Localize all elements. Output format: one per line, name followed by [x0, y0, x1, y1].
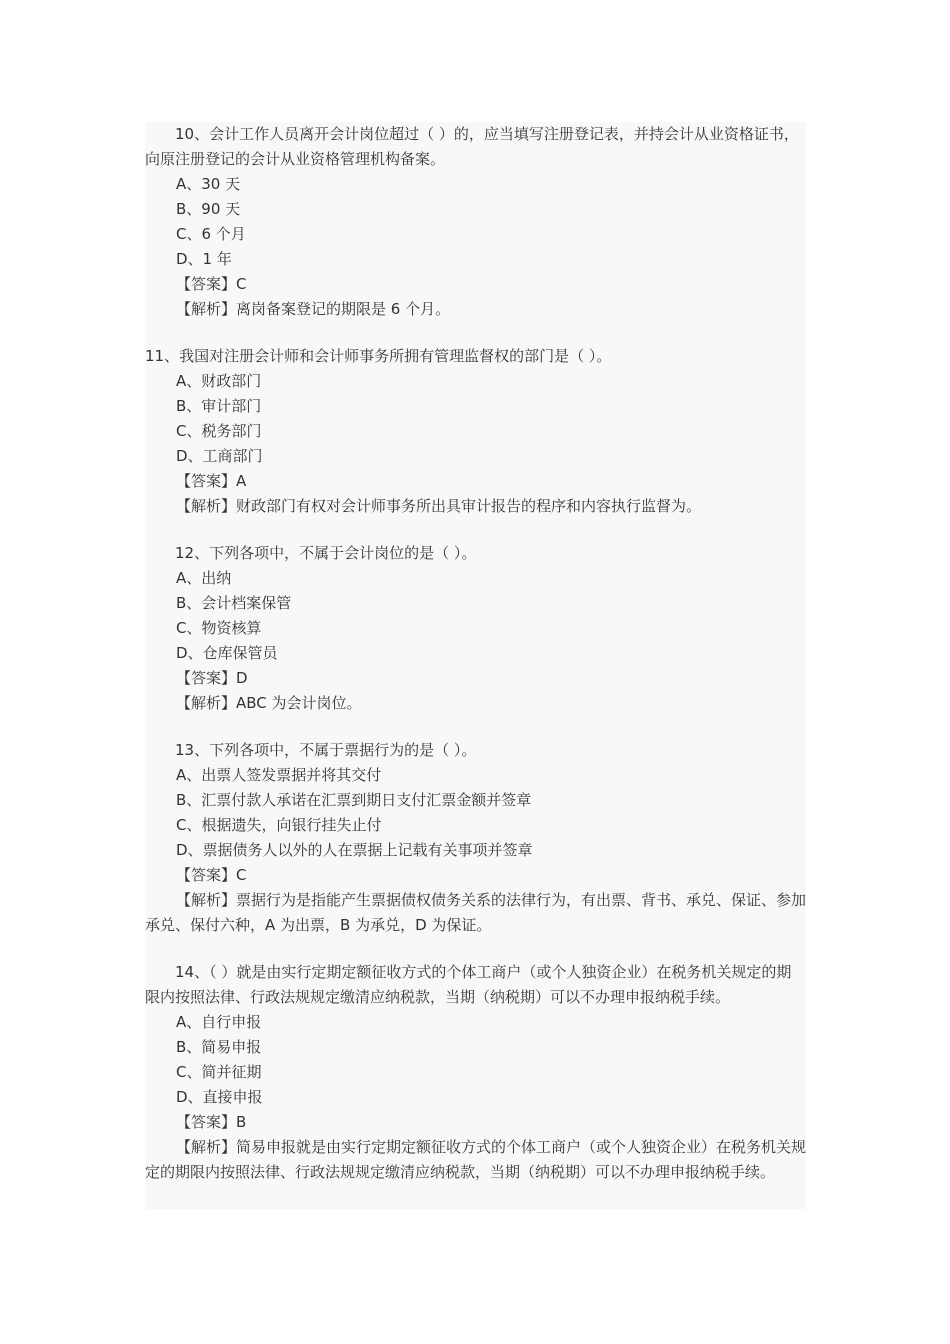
- question-12: [145, 541, 806, 716]
- spacer: [145, 322, 806, 344]
- question-10: [145, 122, 806, 322]
- option-a: A、30 天: [176, 175, 241, 193]
- option-c: C、物资核算: [176, 619, 262, 637]
- question-text: 11、我国对注册会计师和会计师事务所拥有管理监督权的部门是（ ）。: [145, 347, 612, 365]
- question-text: 10、会计工作人员离开会计岗位超过（ ）的，应当填写注册登记表，并持会计从业资格证书，向原注册登记的会计从业资格管理机构备案。: [145, 125, 799, 168]
- answer: 【答案】C: [176, 275, 247, 293]
- explanation: 【解析】简易申报就是由实行定期定额征收方式的个体工商户（或个人独资企业）在税务机关规定的期限内按照法律、行政法规规定缴清应纳税款，当期（纳税期）可以不办理申报纳税手续。: [145, 1138, 807, 1181]
- explanation: 【解析】离岗备案登记的期限是 6 个月。: [176, 300, 451, 318]
- option-c: C、税务部门: [176, 422, 262, 440]
- option-d: D、1 年: [176, 250, 232, 268]
- document-body: [145, 122, 806, 1209]
- option-d: D、工商部门: [176, 447, 263, 465]
- option-b: B、会计档案保管: [176, 594, 292, 612]
- option-c: C、6 个月: [176, 225, 246, 243]
- answer: 【答案】A: [176, 472, 247, 490]
- answer: 【答案】C: [176, 866, 247, 884]
- option-d: D、仓库保管员: [176, 644, 278, 662]
- option-a: A、自行申报: [176, 1013, 262, 1031]
- explanation: 【解析】票据行为是指能产生票据债权债务关系的法律行为，有出票、背书、承兑、保证、参加承兑、保付六种，A 为出票，B 为承兑，D 为保证。: [145, 891, 807, 934]
- option-c: C、简并征期: [176, 1063, 262, 1081]
- question-11: [145, 344, 806, 519]
- question-13: [145, 738, 806, 938]
- explanation: 【解析】财政部门有权对会计师事务所出具审计报告的程序和内容执行监督为。: [176, 497, 702, 515]
- spacer: [145, 519, 806, 541]
- option-b: B、90 天: [176, 200, 241, 218]
- question-text: 14、（ ）就是由实行定期定额征收方式的个体工商户（或个人独资企业）在税务机关规定的期限内按照法律、行政法规规定缴清应纳税款，当期（纳税期）可以不办理申报纳税手续。: [145, 963, 792, 1006]
- option-a: A、出纳: [176, 569, 232, 587]
- option-d: D、票据债务人以外的人在票据上记载有关事项并签章: [176, 841, 533, 859]
- explanation: 【解析】ABC 为会计岗位。: [176, 694, 362, 712]
- option-b: B、汇票付款人承诺在汇票到期日支付汇票金额并签章: [176, 791, 532, 809]
- option-a: A、财政部门: [176, 372, 262, 390]
- spacer: [145, 938, 806, 960]
- answer: 【答案】D: [176, 669, 248, 687]
- question-text: 13、下列各项中，不属于票据行为的是（ ）。: [175, 741, 477, 759]
- option-a: A、出票人签发票据并将其交付: [176, 766, 382, 784]
- option-c: C、根据遗失，向银行挂失止付: [176, 816, 382, 834]
- question-text: 12、下列各项中，不属于会计岗位的是（ ）。: [175, 544, 477, 562]
- question-14: [145, 960, 806, 1185]
- option-b: B、审计部门: [176, 397, 262, 415]
- option-d: D、直接申报: [176, 1088, 263, 1106]
- option-b: B、简易申报: [176, 1038, 262, 1056]
- answer: 【答案】B: [176, 1113, 247, 1131]
- spacer: [145, 716, 806, 738]
